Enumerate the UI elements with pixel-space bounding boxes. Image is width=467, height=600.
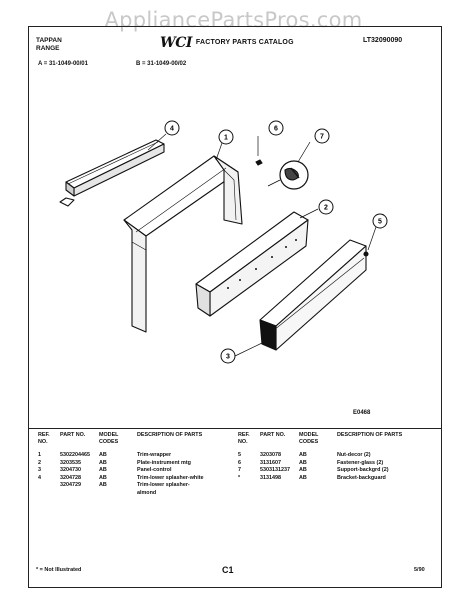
ref-no: *: [238, 474, 241, 481]
table-row: [238, 475, 409, 483]
footnote-not-illustrated: * = Not Illustrated: [36, 567, 82, 573]
table-row: [38, 467, 209, 475]
table-row: [38, 482, 209, 497]
part-no: 3203078: [260, 452, 281, 458]
section-divider: [28, 428, 441, 429]
model-b-label: B = 31-1049-00/02: [136, 61, 187, 67]
header-description: DESCRIPTION OF PARTS: [137, 432, 203, 438]
model-code: AB: [99, 459, 107, 466]
part-5-nut-decor: [364, 252, 368, 256]
part-description: Trim-lower splasher-white: [137, 474, 204, 481]
part-7-support-backgrd: [268, 161, 308, 189]
header-model-codes: MODEL CODES: [299, 432, 319, 445]
brand-line-2: RANGE: [36, 45, 60, 52]
model-code: AB: [299, 474, 307, 481]
model-code: AB: [99, 452, 107, 458]
part-no: 3131498: [260, 474, 281, 481]
ref-no: [38, 482, 60, 497]
svg-text:2: 2: [324, 204, 328, 212]
figure-code: E0468: [353, 410, 371, 416]
ref-no: 3: [38, 467, 41, 474]
parts-table-right: [238, 432, 409, 482]
table-row: [238, 452, 409, 460]
table-row: [238, 467, 409, 475]
part-no: 3204730: [60, 467, 81, 474]
brand-block: [36, 37, 62, 53]
part-6-fastener-glass: [256, 160, 262, 165]
callout-1: [219, 130, 233, 144]
part-no: 3203535: [60, 459, 81, 466]
model-code: AB: [299, 467, 307, 474]
model-a-label: A = 31-1049-00/01: [38, 61, 88, 67]
callout-3: [221, 349, 235, 363]
part-description: Nut-decor (2): [337, 452, 371, 458]
part-description: Trim-lower splasher-almond: [137, 482, 190, 496]
svg-text:1: 1: [224, 134, 228, 142]
svg-text:6: 6: [274, 125, 278, 133]
page-number: C1: [222, 565, 234, 575]
part-description: Trim-wrapper: [137, 452, 172, 458]
model-code: AB: [299, 452, 307, 458]
table-header-row: [238, 432, 409, 452]
part-description: Bracket-backguard: [337, 474, 386, 481]
part-description: Fastener-glass (2): [337, 459, 384, 466]
part-no: 3131607: [260, 459, 281, 466]
table-header-row: [38, 432, 209, 452]
part-no: 5302204465: [60, 452, 90, 458]
table-row: [38, 475, 209, 483]
table-row: [38, 452, 209, 460]
exploded-parts-diagram: [28, 70, 440, 430]
header-part-no: PART NO.: [60, 432, 86, 438]
part-no: 3204728: [60, 474, 81, 481]
table-row: [38, 460, 209, 468]
document-id: LT32090090: [363, 37, 403, 44]
ref-no: 1: [38, 452, 41, 458]
brand-line-1: TAPPAN: [36, 37, 62, 44]
header-part-no: PART NO.: [260, 432, 286, 438]
callout-7: [315, 129, 329, 143]
wci-logo: WCI: [160, 35, 192, 51]
watermark: AppliancePartsPros.com: [104, 8, 363, 32]
model-code: AB: [99, 467, 107, 474]
catalog-title: FACTORY PARTS CATALOG: [195, 39, 294, 46]
parts-table-left: [38, 432, 209, 498]
ref-no: 7: [238, 467, 241, 474]
catalog-date: 5/90: [414, 567, 425, 573]
callout-5: [373, 214, 387, 228]
part-description: Panel-control: [137, 467, 172, 474]
header-description: DESCRIPTION OF PARTS: [337, 432, 403, 438]
callout-6: [269, 121, 283, 135]
svg-text:5: 5: [378, 218, 382, 226]
catalog-header: [160, 36, 294, 50]
part-no: 5303131237: [260, 467, 290, 474]
svg-text:3: 3: [226, 353, 230, 361]
model-code: AB: [299, 459, 307, 466]
model-code: AB: [99, 474, 107, 481]
svg-text:4: 4: [170, 125, 174, 133]
ref-no: 6: [238, 459, 241, 466]
callout-4: [165, 121, 179, 135]
part-description: Support-backgrd (2): [337, 467, 389, 474]
ref-no: 2: [38, 459, 41, 466]
part-no: 3204729: [60, 482, 81, 489]
svg-text:7: 7: [320, 133, 324, 141]
header-ref-no: REF. NO.: [238, 432, 250, 445]
callout-2: [319, 200, 333, 214]
ref-no: 4: [38, 474, 41, 481]
header-ref-no: REF. NO.: [38, 432, 50, 445]
ref-no: 5: [238, 452, 241, 458]
part-description: Plate-instrument mtg: [137, 459, 191, 466]
model-code: AB: [99, 482, 107, 489]
table-row: [238, 460, 409, 468]
header-model-codes: MODEL CODES: [99, 432, 119, 445]
